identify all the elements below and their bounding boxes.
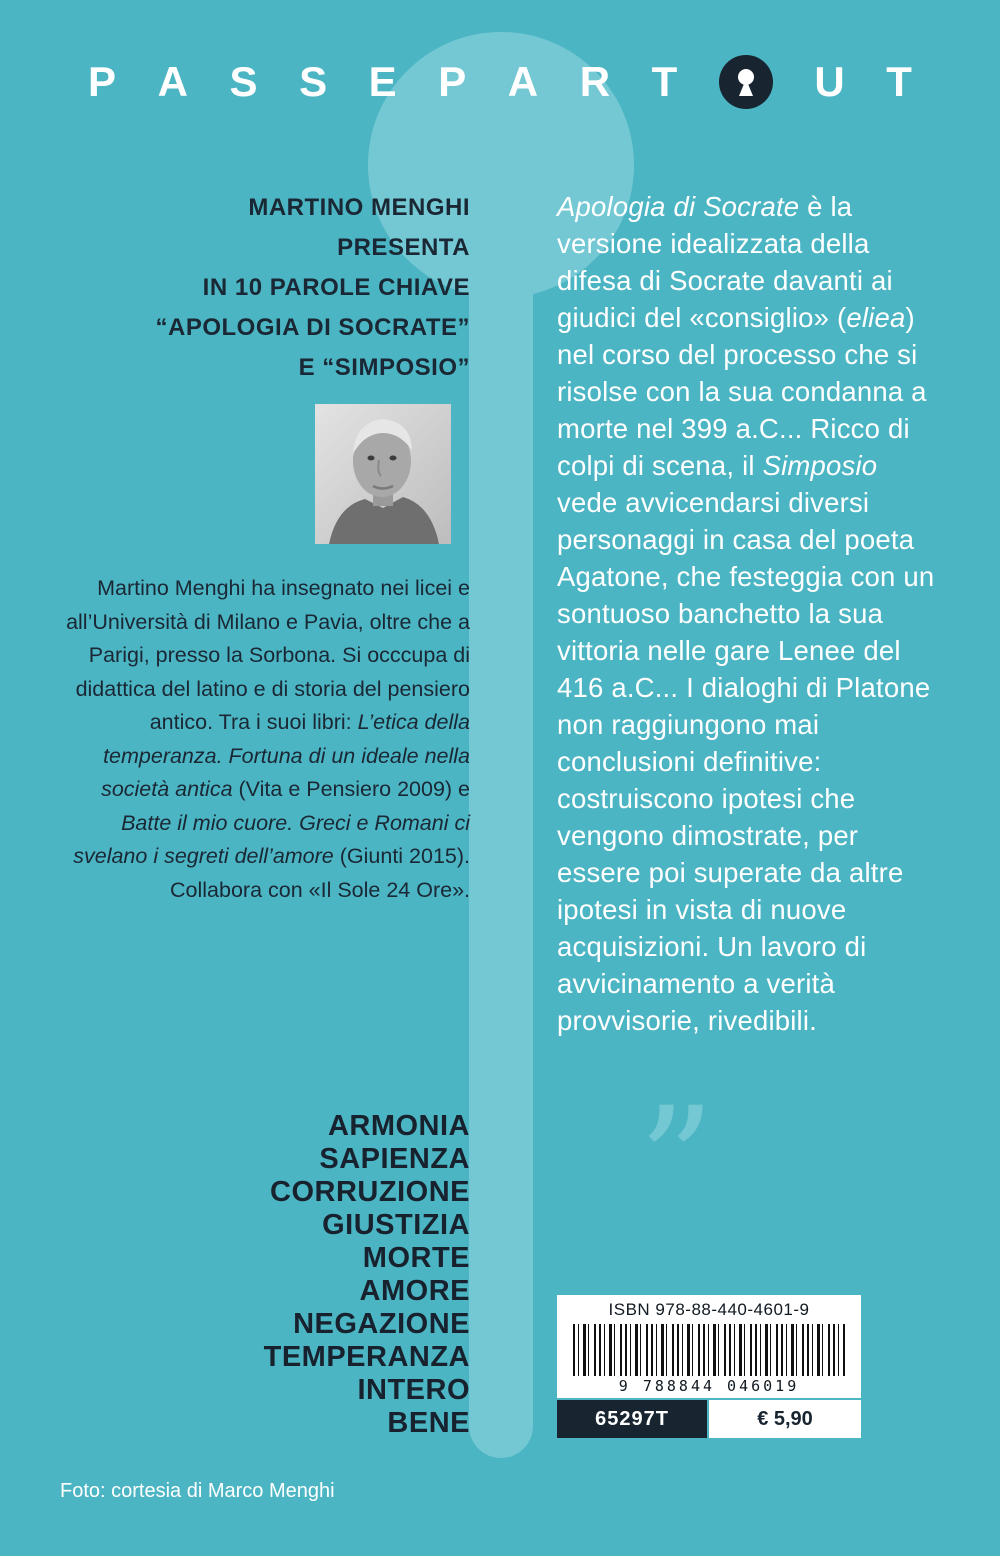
text-segment: (Vita e Pensiero 2009) e bbox=[232, 777, 470, 801]
spoon-handle-shape bbox=[469, 200, 533, 1458]
keyword-item: CORRUZIONE bbox=[270, 1176, 470, 1208]
text-segment: Martino Menghi ha insegnato nei licei e all’Università di Milano e Pavia, oltre che a Parigi, presso la Sorbona. Si occcupa di didattica del latino e di storia del pensiero antico. Tra i suoi libri: bbox=[66, 576, 470, 734]
heading-line: IN 10 PAROLE CHIAVE bbox=[202, 274, 470, 301]
brand-passepartout bbox=[88, 54, 912, 110]
presentation-heading bbox=[50, 188, 470, 388]
open-quote-mark: “ bbox=[508, 106, 585, 280]
text-segment: (Giunti 2015). Collabora con «Il Sole 24 Ore». bbox=[170, 844, 470, 902]
heading-line: “APOLOGIA DI SOCRATE” bbox=[155, 314, 470, 341]
italic-text-segment: eliea bbox=[846, 302, 906, 333]
brand-letter: R bbox=[579, 58, 611, 105]
italic-text-segment: L’etica della temperanza. Fortuna di un ideale nella società antica bbox=[101, 710, 470, 801]
text-segment: vede avvicendarsi diversi personaggi in casa del poeta Agatone, che festeggia con un sontuoso banchetto la sua vittoria nelle gare Lenee del 416 a.C... I dialoghi di Platone non raggiungono mai conclusioni definitive: costruiscono ipotesi che vengono dimostrate, per essere poi superate da altre ipotesi in vista di nuove acquisizioni. Un lavoro di avvicinamento a verità provvisorie, rivedibili. bbox=[557, 487, 935, 1036]
photo-credit: Foto: cortesia di Marco Menghi bbox=[60, 1480, 335, 1502]
author-portrait-illustration bbox=[315, 404, 451, 544]
keyword-item: INTERO bbox=[357, 1374, 470, 1406]
isbn-label: ISBN 978-88-440-4601-9 bbox=[608, 1300, 810, 1319]
text-segment: è la versione idealizzata della difesa di Socrate davanti ai giudici del «consiglio» ( bbox=[557, 191, 893, 333]
keyword-item: BENE bbox=[387, 1407, 470, 1439]
brand-letter: T bbox=[886, 58, 912, 105]
author-photo bbox=[315, 404, 451, 544]
brand-letter: E bbox=[368, 58, 397, 105]
keyword-item: GIUSTIZIA bbox=[322, 1209, 470, 1241]
brand-letter: U bbox=[814, 58, 845, 105]
barcode-block bbox=[557, 1295, 861, 1398]
keyword-item: MORTE bbox=[362, 1242, 470, 1274]
keywords-list bbox=[50, 1110, 470, 1440]
keyword-item: TEMPERANZA bbox=[263, 1341, 470, 1373]
brand-letter: T bbox=[651, 58, 678, 105]
heading-line: E “SIMPOSIO” bbox=[298, 354, 470, 381]
barcode-bars bbox=[573, 1324, 845, 1376]
author-bio bbox=[50, 572, 470, 907]
keyword-item: AMORE bbox=[359, 1275, 470, 1307]
italic-text-segment: Batte il mio cuore. Greci e Romani ci svelano i segreti dell’amore bbox=[73, 810, 470, 868]
keyword-item: ARMONIA bbox=[327, 1110, 470, 1142]
price-strip bbox=[557, 1400, 861, 1438]
quote-text bbox=[557, 188, 937, 1039]
close-quote-mark: ” bbox=[638, 1076, 715, 1250]
brand-letter: A bbox=[507, 58, 539, 105]
keyhole-icon bbox=[719, 55, 773, 109]
brand-letter: A bbox=[157, 58, 188, 105]
brand-letter: S bbox=[299, 58, 328, 105]
edition-code: 65297T bbox=[557, 1400, 707, 1438]
brand-letter: P bbox=[438, 58, 467, 105]
keyword-item: SAPIENZA bbox=[319, 1143, 470, 1175]
keyword-item: NEGAZIONE bbox=[293, 1308, 470, 1340]
italic-text-segment: Apologia di Socrate bbox=[557, 191, 800, 222]
italic-text-segment: Simposio bbox=[762, 450, 878, 481]
text-segment: ) nel corso del processo che si risolse con la sua condanna a morte nel 399 a.C... Ricco di colpi di scena, il bbox=[557, 302, 927, 481]
heading-line: MARTINO MENGHI bbox=[248, 194, 470, 221]
brand-letter: P bbox=[88, 58, 117, 105]
price: € 5,90 bbox=[709, 1400, 861, 1438]
brand-letter: S bbox=[229, 58, 258, 105]
barcode-digits: 9 788844 046019 bbox=[618, 1377, 800, 1395]
heading-line: PRESENTA bbox=[337, 234, 470, 261]
